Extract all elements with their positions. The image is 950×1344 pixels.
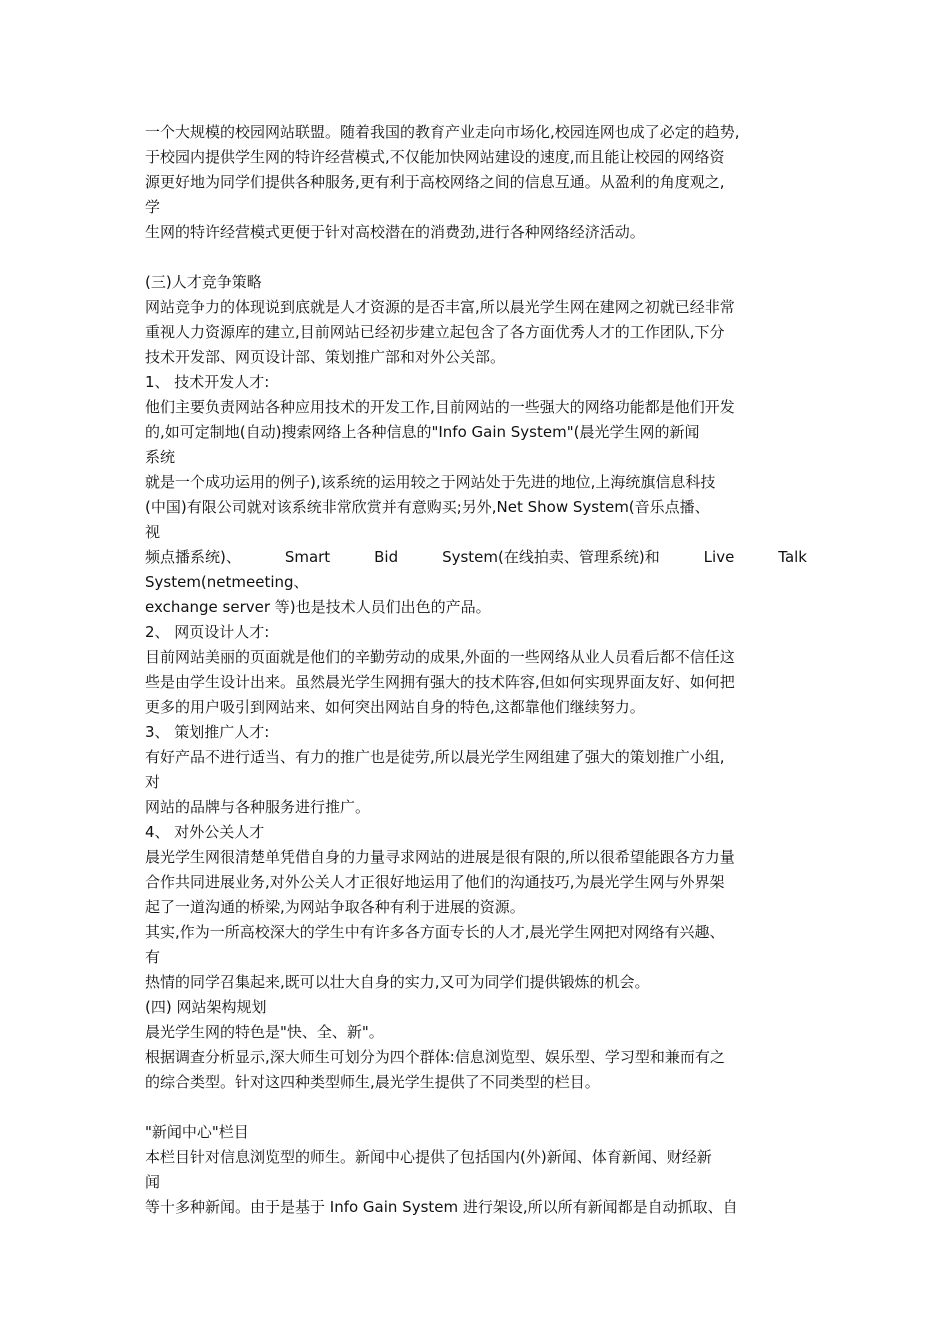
text-line: 于校园内提供学生网的特许经营模式,不仅能加快网站建设的速度,而且能让校园的网络资 <box>145 148 725 166</box>
text-line: 网站的品牌与各种服务进行推广。 <box>145 798 371 816</box>
justified-text-line <box>145 545 807 570</box>
justified-word: Talk <box>778 548 807 566</box>
text-line: 技术开发部、网页设计部、策划推广部和对外公关部。 <box>145 348 506 366</box>
text-line: 有 <box>145 948 161 966</box>
section-heading: (四) 网站架构规划 <box>145 998 267 1016</box>
text-line: 的,如可定制地(自动)搜索网络上各种信息的"Info Gain System"(晨光学生网的新闻 <box>145 423 700 441</box>
text-line: 重视人力资源库的建立,目前网站已经初步建立起包含了各方面优秀人才的工作团队,下分 <box>145 323 725 341</box>
text-line: 一个大规模的校园网站联盟。随着我国的教育产业走向市场化,校园连网也成了必定的趋势, <box>145 123 740 141</box>
text-line: 就是一个成功运用的例子),该系统的运用较之于网站处于先进的地位,上海统旗信息科技 <box>145 473 716 491</box>
text-line: 热情的同学召集起来,既可以壮大自身的实力,又可为同学们提供锻炼的机会。 <box>145 973 650 991</box>
text-line: 学 <box>145 198 161 216</box>
text-line: 的综合类型。针对这四种类型师生,晨光学生提供了不同类型的栏目。 <box>145 1073 600 1091</box>
justified-word: Bid <box>374 548 399 566</box>
blank-line <box>145 245 815 270</box>
text-line: 目前网站美丽的页面就是他们的辛勤劳动的成果,外面的一些网络从业人员看后都不信任这 <box>145 648 735 666</box>
text-line: 晨光学生网的特色是"快、全、新"。 <box>145 1023 384 1041</box>
list-heading: 3、 策划推广人才: <box>145 723 270 741</box>
text-line: System(netmeeting、 <box>145 573 309 591</box>
text-line: 等十多种新闻。由于是基于 Info Gain System 进行架设,所以所有新闻都是自动抓取、自 <box>145 1198 738 1216</box>
text-line: 网站竞争力的体现说到底就是人才资源的是否丰富,所以晨光学生网在建网之初就已经非常 <box>145 298 735 316</box>
text-line: 有好产品不进行适当、有力的推广也是徒劳,所以晨光学生网组建了强大的策划推广小组, <box>145 748 725 766</box>
text-line: 生网的特许经营模式更便于针对高校潜在的消费劲,进行各种网络经济活动。 <box>145 223 645 241</box>
text-line: 合作共同进展业务,对外公关人才正很好地运用了他们的沟通技巧,为晨光学生网与外界架 <box>145 873 725 891</box>
blank-line <box>145 1095 815 1120</box>
text-line: 闻 <box>145 1173 161 1191</box>
column-heading: "新闻中心"栏目 <box>145 1123 249 1141</box>
text-line: 源更好地为同学们提供各种服务,更有利于高校网络之间的信息互通。从盈利的角度观之, <box>145 173 725 191</box>
list-heading: 4、 对外公关人才 <box>145 823 265 841</box>
text-line: 更多的用户吸引到网站来、如何突出网站自身的特色,这都靠他们继续努力。 <box>145 698 645 716</box>
text-line: (中国)有限公司就对该系统非常欣赏并有意购买;另外,Net Show System(音乐点播、 <box>145 498 710 516</box>
list-heading: 2、 网页设计人才: <box>145 623 270 641</box>
text-line: 根据调查分析显示,深大师生可划分为四个群体:信息浏览型、娱乐型、学习型和兼而有之 <box>145 1048 725 1066</box>
justified-word: Smart <box>284 548 331 566</box>
text-line: 系统 <box>145 448 176 466</box>
text-line: 起了一道沟通的桥梁,为网站争取各种有利于进展的资源。 <box>145 898 525 916</box>
justified-word: 频点播系统)、 <box>145 548 241 566</box>
document-body <box>145 120 815 1220</box>
text-line: 视 <box>145 523 161 541</box>
text-line: 其实,作为一所高校深大的学生中有许多各方面专长的人才,晨光学生网把对网络有兴趣、 <box>145 923 725 941</box>
text-line: 他们主要负责网站各种应用技术的开发工作,目前网站的一些强大的网络功能都是他们开发 <box>145 398 735 416</box>
text-line: 对 <box>145 773 161 791</box>
text-line: 些是由学生设计出来。虽然晨光学生网拥有强大的技术阵容,但如何实现界面友好、如何把 <box>145 673 735 691</box>
text-line: exchange server 等)也是技术人员们出色的产品。 <box>145 598 491 616</box>
justified-word: Live <box>703 548 735 566</box>
text-line: 晨光学生网很清楚单凭借自身的力量寻求网站的进展是很有限的,所以很希望能跟各方力量 <box>145 848 735 866</box>
text-line: 本栏目针对信息浏览型的师生。新闻中心提供了包括国内(外)新闻、体育新闻、财经新 <box>145 1148 712 1166</box>
justified-word: System(在线拍卖、管理系统)和 <box>442 548 660 566</box>
list-heading: 1、 技术开发人才: <box>145 373 270 391</box>
section-heading: (三)人才竞争策略 <box>145 273 262 291</box>
